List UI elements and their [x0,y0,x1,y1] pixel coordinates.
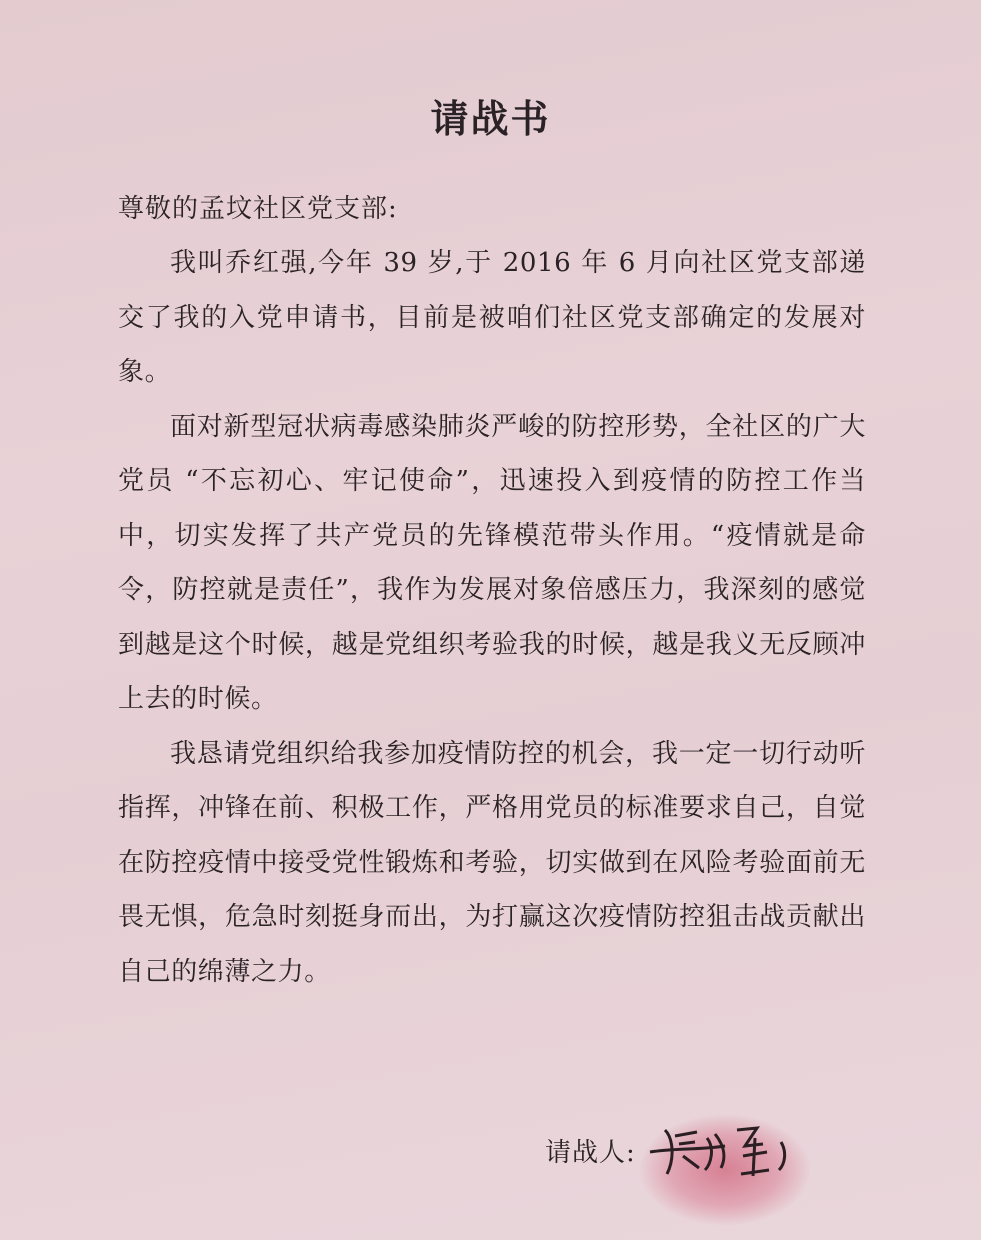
paragraph-3: 我恳请党组织给我参加疫情防控的机会，我一定一切行动听指挥，冲锋在前、积极工作，严格用党员的标准要求自己，自觉在防控疫情中接受党性锻炼和考验，切实做到在风险考验面前无畏无惧，危急时刻挺身而出，为打赢这次疫情防控狙击战贡献出自己的绵薄之力。 [118,738,866,987]
salutation: 尊敬的孟坟社区党支部: [118,194,398,224]
letter-body [118,236,866,999]
handwritten-signature [645,1108,815,1188]
paragraph-2: 面对新型冠状病毒感染肺炎严峻的防控形势，全社区的广大党员 “不忘初心、牢记使命”，迅速投入到疫情的防控工作当中，切实发挥了共产党员的先锋模范带头作用。“疫情就是命令，防控就是责任”，我作为发展对象倍感压力，我深刻的感觉到越是这个时候，越是党组织考验我的时候，越是我义无反顾冲上去的时候。 [118,411,866,714]
page-title: 请战书 [430,96,551,141]
signature-label: 请战人: [545,1138,636,1168]
paragraph-1: 我叫乔红强,今年 39 岁,于 2016 年 6 月向社区党支部递交了我的入党申请书，目前是被咱们社区党支部确定的发展对象。 [118,248,866,387]
